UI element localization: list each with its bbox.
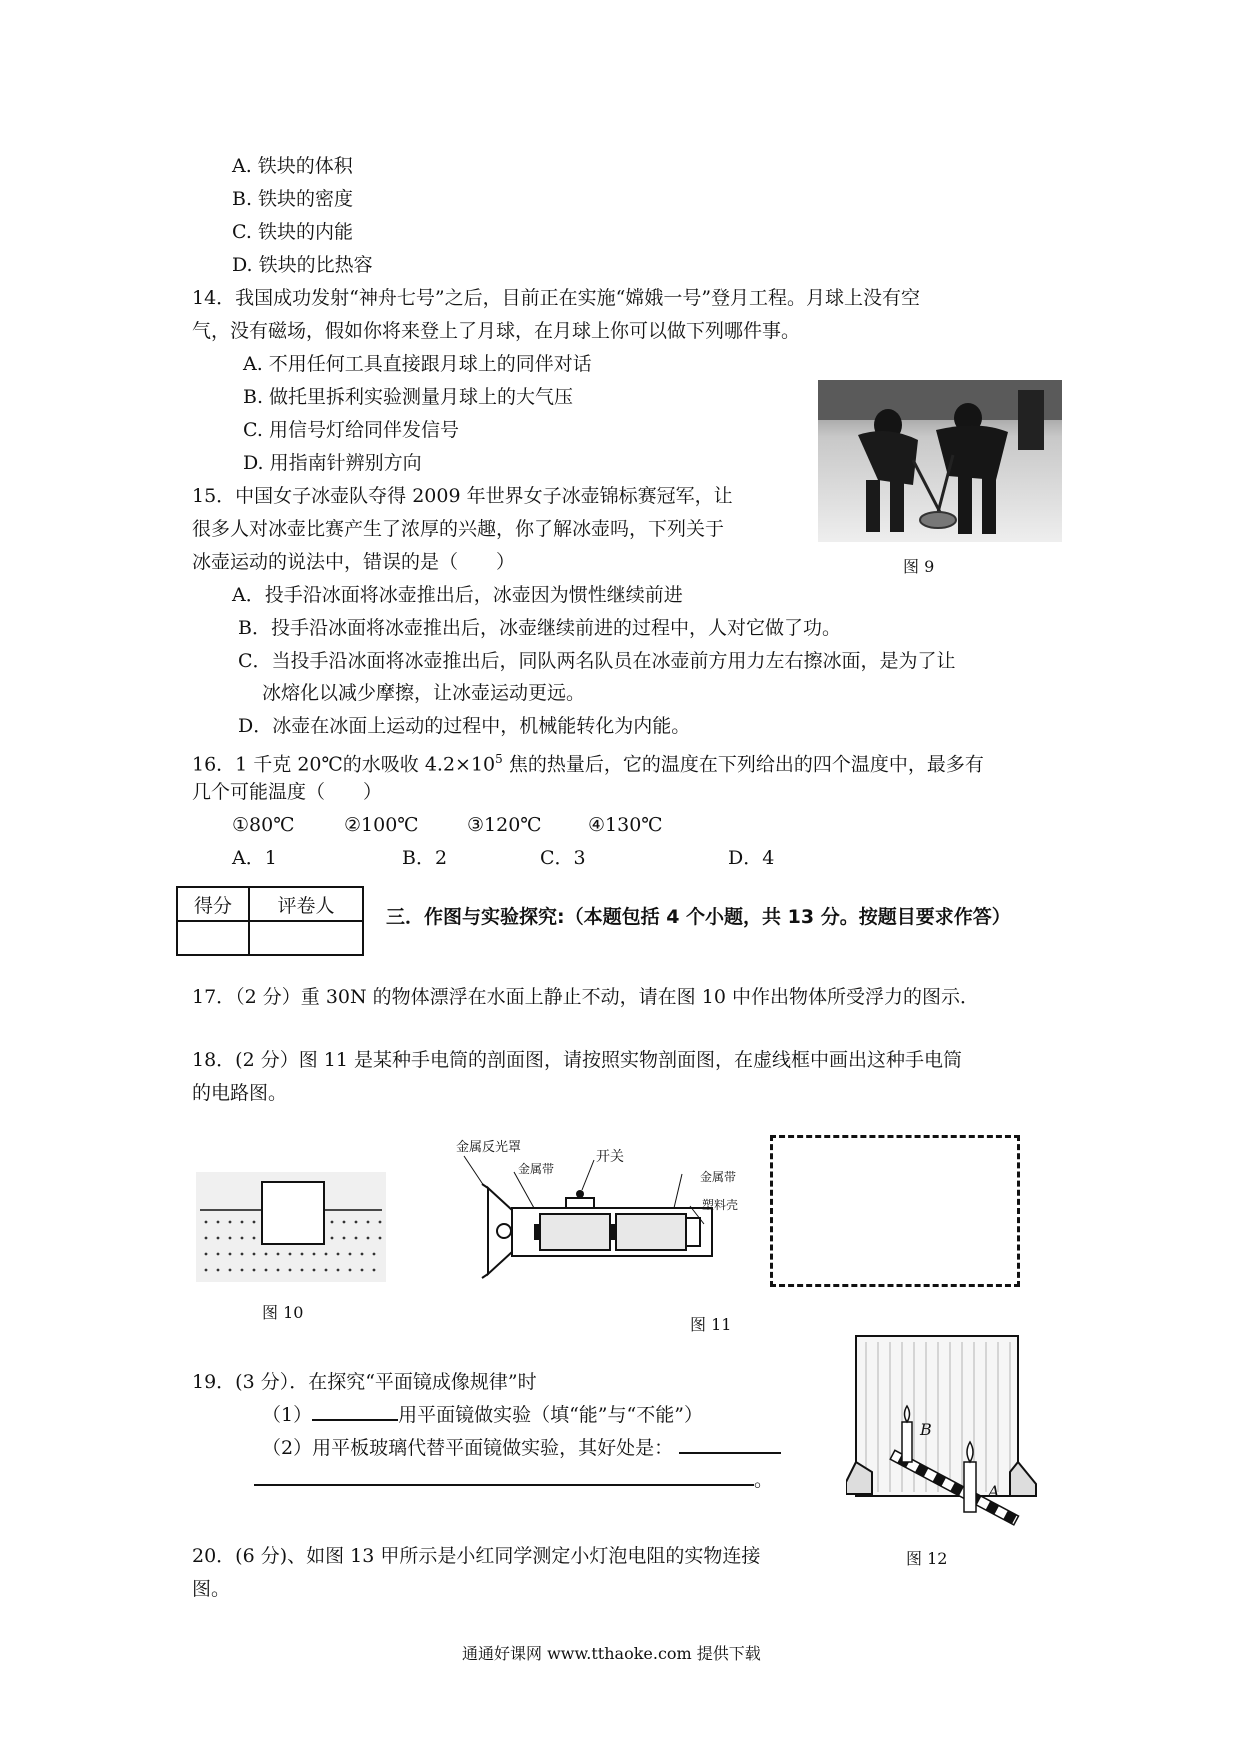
q16-stem-b: 焦的热量后，它的温度在下列给出的四个温度中，最多有 (502, 753, 984, 776)
q16-temp-1: ①80℃ (232, 814, 295, 836)
q13-option-c: C. 铁块的内能 (232, 221, 353, 243)
q16-temp-2: ②100℃ (344, 814, 419, 836)
q20-line2: 图。 (192, 1578, 231, 1600)
q16-option-d: D．4 (728, 847, 775, 869)
q20-line1: 20．(6 分)、如图 13 甲所示是小红同学测定小灯泡电阻的实物连接 (192, 1545, 761, 1567)
q19-sub2-text: （2）用平板玻璃代替平面镜做实验，其好处是： (262, 1437, 674, 1459)
q16-temp-4: ④130℃ (588, 814, 663, 836)
q16-temp-3: ③120℃ (467, 814, 542, 836)
q15-stem-line3: 冰壶运动的说法中，错误的是（ ） (192, 551, 516, 573)
q15-option-a: A．投手沿冰面将冰壶推出后，冰壶因为惯性继续前进 (232, 584, 683, 606)
q19-sub1-prefix: （1） (262, 1404, 313, 1426)
q15-stem-line1: 15．中国女子冰壶队夺得 2009 年世界女子冰壶锦标赛冠军，让 (192, 485, 733, 507)
grader-header: 评卷人 (249, 887, 363, 921)
score-header: 得分 (177, 887, 249, 921)
footer-text: 通通好课网 www.tthaoke.com 提供下载 (462, 1644, 761, 1663)
q16-option-c: C．3 (540, 847, 586, 869)
q19-sub2 (262, 1436, 781, 1460)
q15-stem-line2: 很多人对冰壶比赛产生了浓厚的兴趣，你了解冰壶吗，下列关于 (192, 518, 725, 540)
q19-sub1 (262, 1403, 703, 1427)
fig12-label-b: B (920, 1420, 932, 1439)
q19-sub1-text: 用平面镜做实验（填“能”与“不能”） (398, 1404, 703, 1426)
section3-title: 三．作图与实验探究:（本题包括 4 个小题，共 13 分。按题目要求作答） (386, 906, 1011, 928)
fig12-caption: 图 12 (906, 1549, 948, 1568)
q15-option-d: D．冰壶在冰面上运动的过程中，机械能转化为内能。 (238, 715, 691, 737)
q15-option-c: C．当投手沿冰面将冰壶推出后，同队两名队员在冰壶前方用力左右擦冰面，是为了让 (238, 650, 956, 672)
q13-option-d: D. 铁块的比热容 (232, 254, 373, 276)
fig10-floating-block (196, 1172, 386, 1282)
q14-option-c: C. 用信号灯给同伴发信号 (243, 419, 459, 441)
score-table (176, 886, 364, 956)
q16-stem-line2: 几个可能温度（ ） (192, 781, 383, 803)
fig12-glass-plate-candles (846, 1332, 1056, 1538)
q16-stem-line1 (192, 747, 984, 776)
q19-stem: 19．(3 分）．在探究“平面镜成像规律”时 (192, 1371, 537, 1393)
fig11-label-reflector: 金属反光罩 (456, 1140, 522, 1155)
fig12-label-a: A (988, 1482, 1000, 1501)
q14-option-d: D. 用指南针辨别方向 (243, 452, 422, 474)
fig9-caption: 图 9 (903, 557, 935, 576)
q16-stem-a: 16．1 千克 20℃的水吸收 4.2×10 (192, 753, 496, 776)
fig11-label-strip-right: 金属带 (700, 1170, 737, 1184)
q16-exponent: 5 (495, 752, 503, 766)
q14-option-a: A. 不用任何工具直接跟月球上的同伴对话 (243, 353, 592, 375)
fig11-label-switch: 开关 (596, 1149, 624, 1165)
answer-dashed-box (770, 1135, 1020, 1287)
q13-option-a: A. 铁块的体积 (232, 155, 353, 177)
score-cell (177, 921, 249, 955)
q19-blank-2 (679, 1452, 781, 1454)
q16-option-a: A．1 (232, 847, 277, 869)
q14-stem-line2: 气，没有磁场，假如你将来登上了月球，在月球上你可以做下列哪件事。 (192, 320, 801, 342)
grader-cell (249, 921, 363, 955)
q13-option-b: B. 铁块的密度 (232, 188, 354, 210)
q15-option-b: B．投手沿冰面将冰壶推出后，冰壶继续前进的过程中，人对它做了功。 (238, 617, 841, 639)
fig11-flashlight (454, 1144, 730, 1284)
fig10-caption: 图 10 (262, 1303, 304, 1322)
q19-blank-3 (254, 1484, 754, 1486)
q18-line1: 18．(2 分）图 11 是某种手电筒的剖面图，请按照实物剖面图，在虚线框中画出这种手电筒 (192, 1049, 962, 1071)
q19-end: 。 (754, 1469, 774, 1491)
q17-text: 17．（2 分）重 30N 的物体漂浮在水面上静止不动，请在图 10 中作出物体所受浮力的图示． (192, 986, 979, 1008)
fig11-label-shell: 塑料壳 (702, 1198, 739, 1212)
q18-line2: 的电路图。 (192, 1082, 288, 1104)
fig9-curling-photo (818, 380, 1062, 542)
q19-line3 (254, 1468, 773, 1492)
q14-option-b: B. 做托里拆利实验测量月球上的大气压 (243, 386, 574, 408)
q14-stem-line1: 14．我国成功发射“神舟七号”之后，目前正在实施“嫦娥一号”登月工程。月球上没有空 (192, 287, 921, 309)
q19-blank-1 (312, 1419, 398, 1421)
fig11-label-strip-left: 金属带 (518, 1162, 555, 1176)
q15-option-c-cont: 冰熔化以减少摩擦，让冰壶运动更远。 (262, 682, 586, 704)
q16-option-b: B．2 (402, 847, 448, 869)
fig11-caption: 图 11 (690, 1315, 732, 1334)
